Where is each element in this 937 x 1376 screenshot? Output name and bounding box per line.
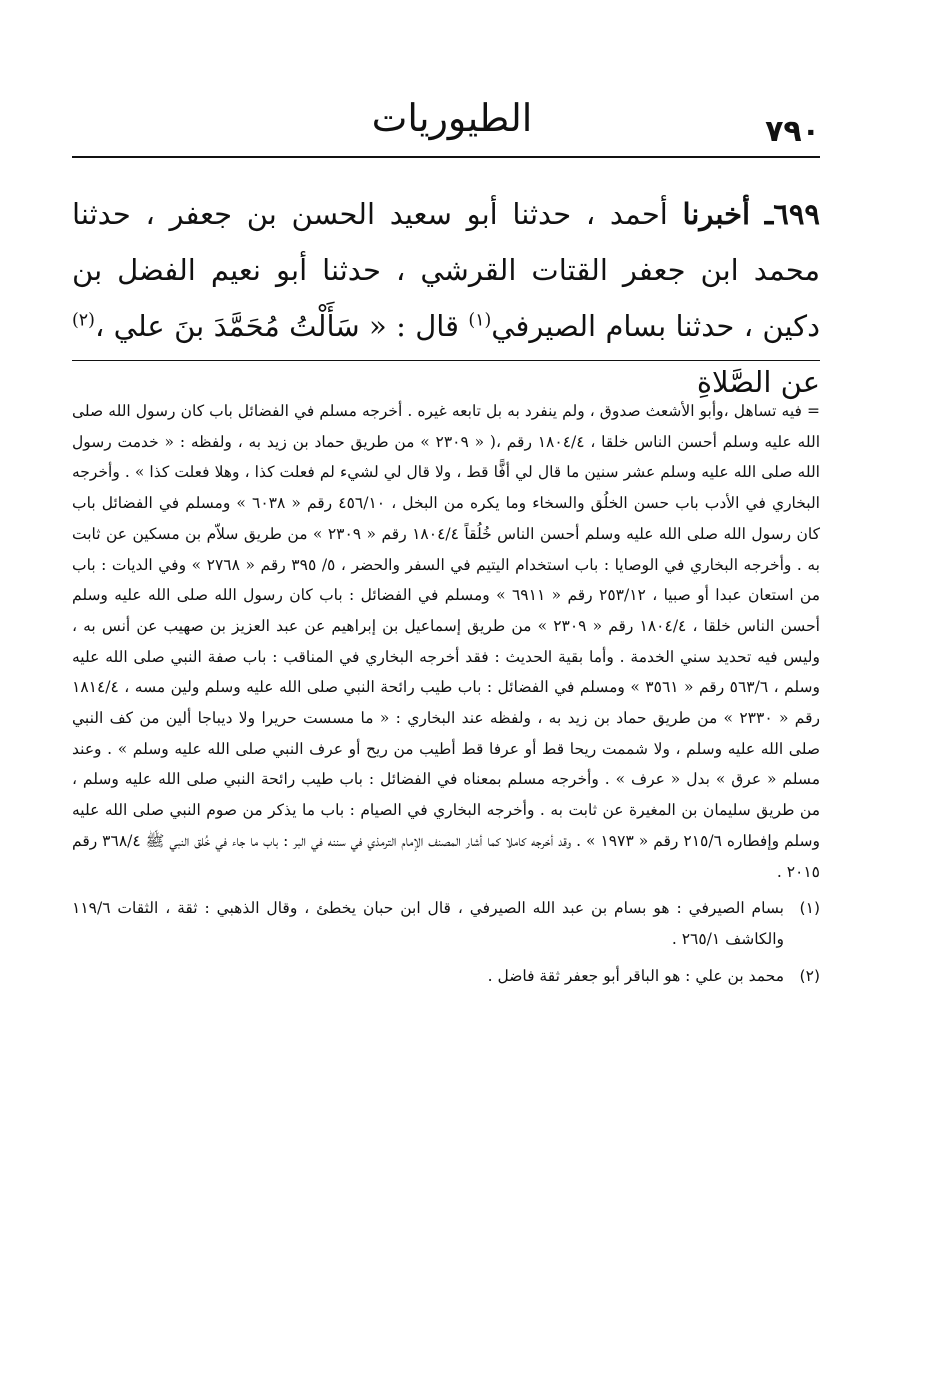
header-rule (72, 156, 820, 158)
hadith-text-part2: قال : « سَأَلْتُ مُحَمَّدَ بنَ علي ، (94, 309, 459, 343)
page-number: ٧٩٠ (765, 114, 820, 149)
footnote-1-marker: (١) (799, 899, 820, 918)
footnote-1-text: بسام الصيرفي : هو بسام بن عبد الله الصيرفي ، قال ابن حبان يخطئ ، وقال الذهبي : ثقة ، الثقات ١١٩/٦ والكاشف ٢٦٥/١ . (72, 899, 784, 948)
page-header (72, 92, 820, 158)
hadith-text-part3: عن الصَّلاةِ (696, 365, 820, 399)
footnote-ref-1: (١) (468, 310, 492, 331)
hadith-text-part1: أحمد ، حدثنا أبو سعيد الحسن بن جعفر ، حدثنا محمد ابن جعفر القتات القرشي ، حدثنا أبو نعيم الفضل بن دكين ، حدثنا بسام الصيرفي (72, 197, 820, 343)
footnote-separator (72, 360, 820, 361)
hadith-number: ٦٩٩ـ (764, 197, 821, 231)
footnote-2 (72, 961, 820, 992)
footnotes (72, 396, 820, 991)
hadith-text (72, 186, 820, 410)
book-title: الطيوريات (371, 96, 533, 140)
footnote-continuation: = فيه تساهل ،وأبو الأشعث صدوق ، ولم ينفرد به بل تابعه غيره . أخرجه مسلم في الفضائل باب كان رسول الله صلى الله عليه وسلم أحسن الناس خلقا ، ١٨٠٤/٤ رقم ،( « ٢٣٠٩ » من طريق حماد بن زيد به ، ولفظه : « خدمت رسول الله صلى الله عليه وسلم عشر سنين ما قال لي أفًّا قط ، ولا قال لي لشيء لم فعلت كذا ، وهلا فعلت كذا » . وأخرجه البخاري في الأدب باب حسن الخلُق والسخاء وما يكره من البخل ، ٤٥٦/١٠ رقم « ٦٠٣٨ » ومسلم في الفضائل باب كان رسول الله صلى الله عليه وسلم أحسن الناس خُلُقاً ١٨٠٤/٤ رقم « ٢٣٠٩ » من طريق سلاّم بن مسكين عن ثابت به . وأخرجه البخاري في الوصايا : باب استخدام اليتيم في السفر والحضر ، ٥/ ٣٩٥ رقم « ٢٧٦٨ » وفي الديات : باب من استعان عبدا أو صبيا ، ٢٥٣/١٢ رقم « ٦٩١١ » ومسلم في الفضائل : باب كان رسول الله صلى الله عليه وسلم أحسن الناس خلقا ، ١٨٠٤/٤ رقم « ٢٣٠٩ » من طريق إسماعيل بن إبراهيم عن عبد العزيز بن صهيب عن أنس به ، وليس فيه تحديد سني الخدمة . وأما بقية الحديث : فقد أخرجه البخاري في المناقب : باب صفة النبي صلى الله عليه وسلم ، ٥٦٣/٦ رقم « ٣٥٦١ » ومسلم في الفضائل : باب طيب رائحة النبي صلى الله عليه وسلم ولين مسه ، ١٨١٤/٤ رقم « ٢٣٣٠ » من طريق حماد بن زيد به ، ولفظه عند البخاري : « ما مسست حريرا ولا ديباجا ألين من كف النبي صلى الله عليه وسلم ، ولا شممت ريحا قط أو عرفا قط أطيب من ريح أو عرف النبي صلى الله عليه وسلم » . وعند مسلم « عرق » بدل « عرف » . وأخرجه مسلم بمعناه في الفضائل : باب طيب رائحة النبي صلى الله عليه وسلم ، من طريق سليمان بن المغيرة عن ثابت به . وأخرجه البخاري في الصيام : باب ما يذكر من صوم النبي صلى الله عليه وسلم وإفطاره ٢١٥/٦ رقم « ١٩٧٣ » . وقد أخرجه كاملا كما أشار المصنف الإمام الترمذي في سننه في البر : باب ما جاء في خُلق النبي ﷺ ٣٦٨/٤ رقم ٢٠١٥ . (72, 402, 820, 881)
hadith-opening: أخبرنا (682, 197, 751, 231)
footnote-2-text: محمد بن علي : هو الباقر أبو جعفر ثقة فاضل . (487, 966, 784, 985)
footnote-1 (72, 893, 820, 954)
footnote-ref-2: (٢) (72, 310, 95, 331)
footnote-2-marker: (٢) (799, 966, 820, 985)
